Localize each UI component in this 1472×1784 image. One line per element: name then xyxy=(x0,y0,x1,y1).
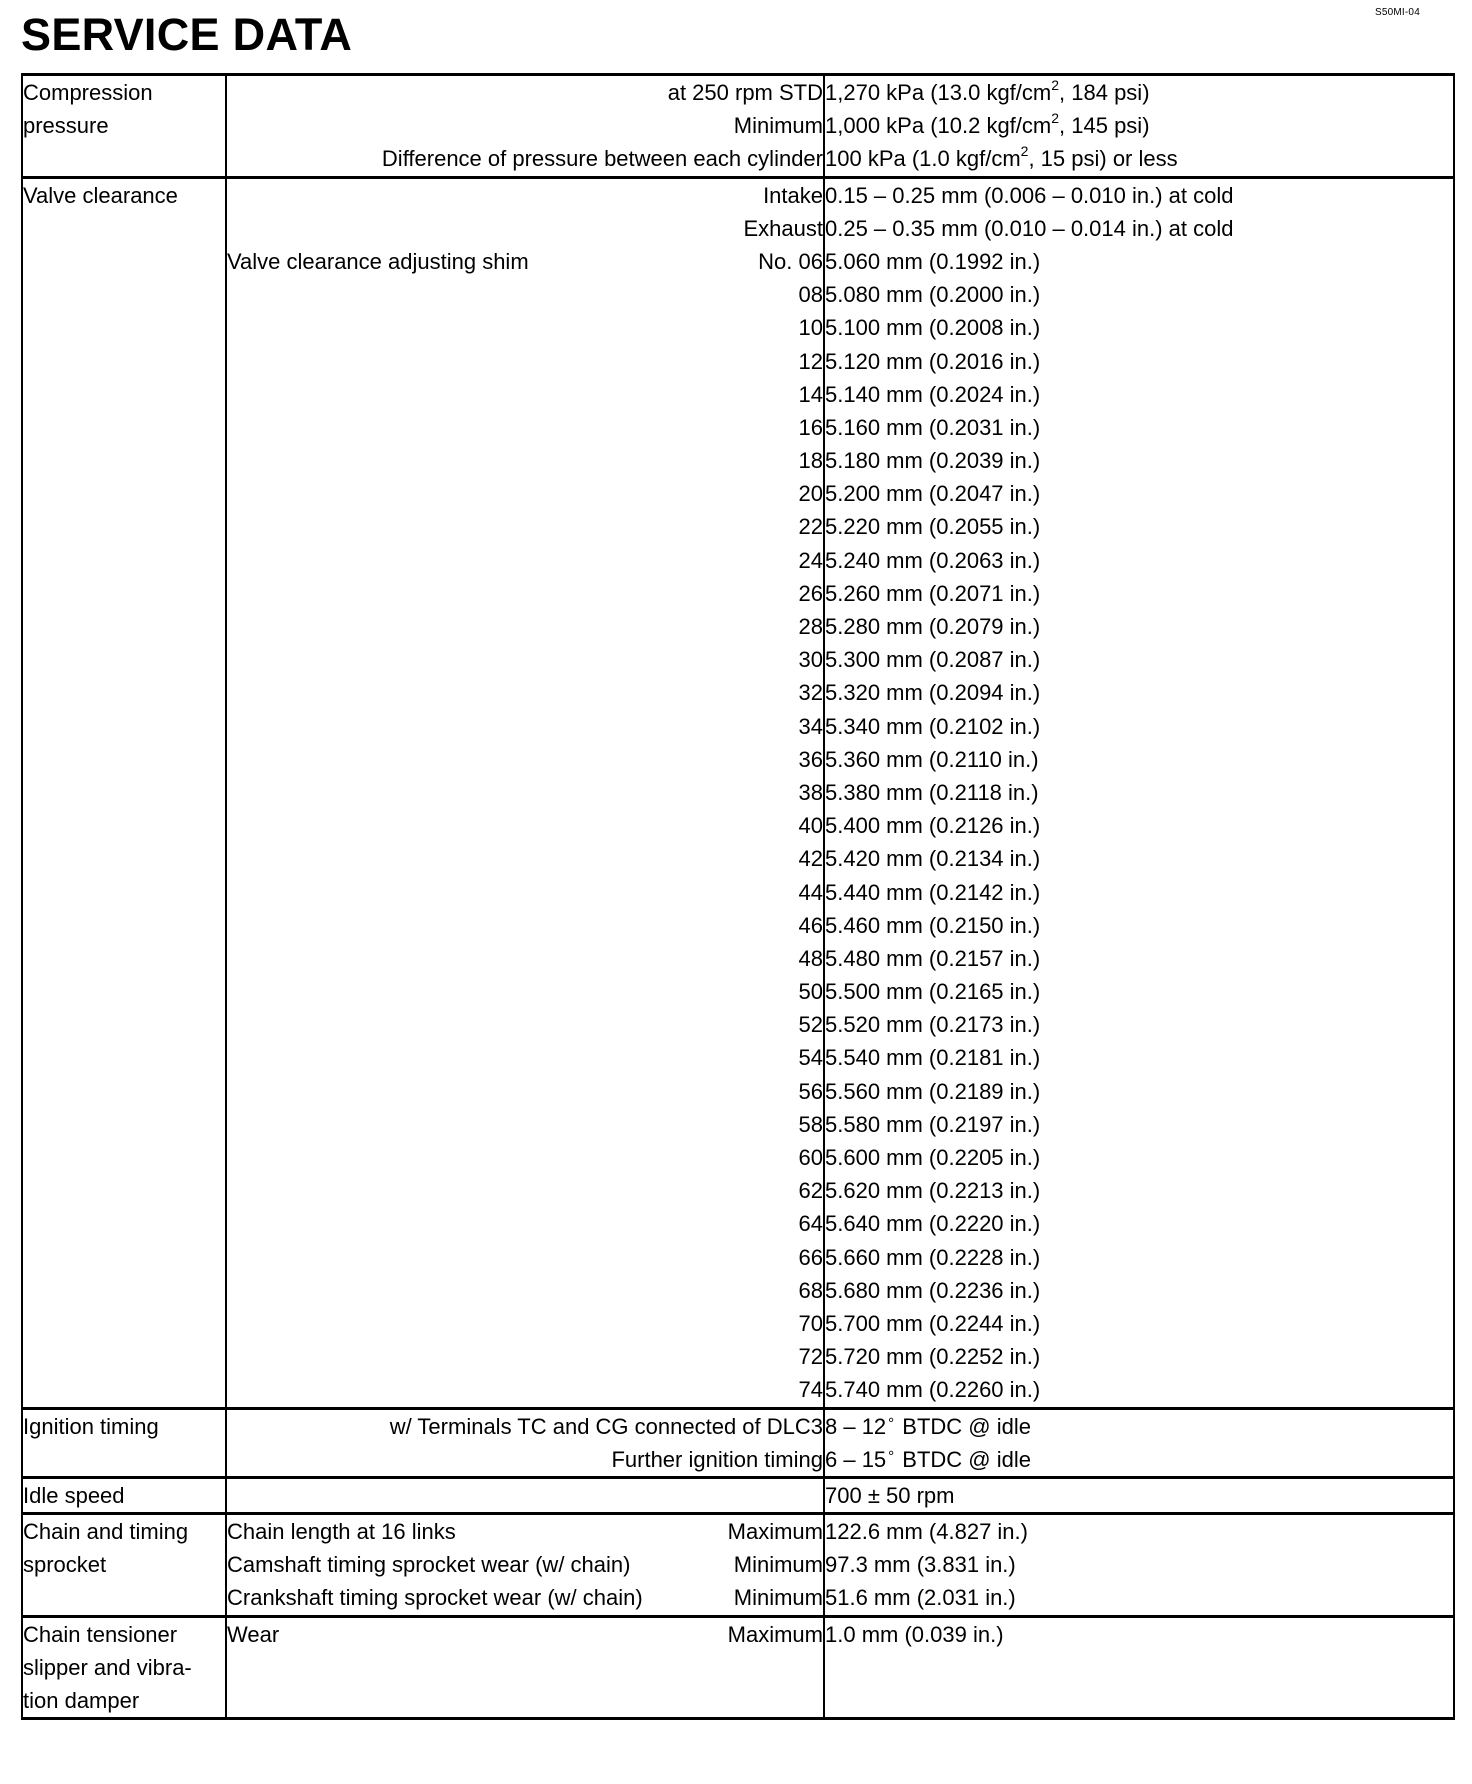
shim-row-label xyxy=(227,1373,823,1406)
shim-number: 22 xyxy=(798,514,823,540)
valve-clearance-row xyxy=(22,177,1454,1408)
shim-thickness-value: 5.220 mm (0.2055 in.) xyxy=(825,514,1041,540)
spec-value: 700 ± 50 rpm xyxy=(825,1482,955,1508)
shim-number: 32 xyxy=(798,680,823,706)
item-cell xyxy=(22,1477,226,1513)
shim-number: 68 xyxy=(798,1277,823,1303)
shim-row-label xyxy=(227,278,823,311)
shim-thickness-value: 5.100 mm (0.2008 in.) xyxy=(825,315,1041,341)
shim-thickness-value: 5.680 mm (0.2236 in.) xyxy=(825,1277,1041,1303)
shim-number: 58 xyxy=(798,1111,823,1137)
service-data-table xyxy=(21,73,1455,1720)
shim-thickness-value: 5.560 mm (0.2189 in.) xyxy=(825,1078,1041,1104)
condition-cell xyxy=(226,75,824,178)
shim-number: 36 xyxy=(798,746,823,772)
limit-label: Maximum xyxy=(727,1621,823,1647)
shim-thickness-value: 5.540 mm (0.2181 in.) xyxy=(825,1045,1041,1071)
shim-number: 64 xyxy=(798,1211,823,1237)
shim-row-label xyxy=(227,544,823,577)
condition-label: Wear xyxy=(227,1621,280,1647)
shim-row-label xyxy=(227,1340,823,1373)
shim-thickness-value: 5.380 mm (0.2118 in.) xyxy=(825,779,1039,805)
shim-number: 56 xyxy=(798,1078,823,1104)
shim-number: 66 xyxy=(798,1244,823,1270)
condition-cell xyxy=(226,1477,824,1513)
chain-sprocket-row xyxy=(22,1514,1454,1617)
limit-label: Minimum xyxy=(733,1585,823,1611)
shim-row-label xyxy=(227,676,823,709)
spec-value: 1,000 kPa (10.2 kgf/$cm^2$, 145 psi) xyxy=(825,109,1150,139)
shim-number: No. 06 xyxy=(758,248,823,274)
shim-row-label xyxy=(227,610,823,643)
shim-row-label xyxy=(227,444,823,477)
shim-number: 26 xyxy=(798,580,823,606)
shim-thickness-value: 5.660 mm (0.2228 in.) xyxy=(825,1244,1041,1270)
shim-number: 10 xyxy=(798,315,823,341)
shim-row-label xyxy=(227,577,823,610)
condition-label: Further ignition timing xyxy=(611,1446,823,1472)
shim-row-label xyxy=(227,876,823,909)
condition-cell xyxy=(226,1616,824,1719)
shim-number: 62 xyxy=(798,1178,823,1204)
condition-cell xyxy=(226,177,824,1408)
shim-thickness-value: 5.200 mm (0.2047 in.) xyxy=(825,481,1041,507)
shim-row-label xyxy=(227,510,823,543)
spec-value: 6 – 15 ° BTDC @ idle xyxy=(825,1446,1031,1472)
shim-row-label xyxy=(227,1108,823,1141)
shim-thickness-value: 5.440 mm (0.2142 in.) xyxy=(825,879,1041,905)
shim-row-label xyxy=(227,710,823,743)
shim-number: 20 xyxy=(798,481,823,507)
shim-number: 12 xyxy=(798,348,823,374)
shim-row-label xyxy=(227,1141,823,1174)
shim-row-label xyxy=(227,975,823,1008)
page-title: SERVICE DATA xyxy=(21,9,353,60)
limit-label: Minimum xyxy=(733,1552,823,1578)
item-label: Ignition timing xyxy=(23,1413,159,1439)
shim-number: 30 xyxy=(798,647,823,673)
shim-number: 14 xyxy=(798,381,823,407)
idle-speed-row xyxy=(22,1477,1454,1513)
shim-thickness-value: 5.640 mm (0.2220 in.) xyxy=(825,1211,1041,1237)
condition-cell xyxy=(226,1408,824,1477)
shim-number: 16 xyxy=(798,414,823,440)
shim-thickness-value: 5.260 mm (0.2071 in.) xyxy=(825,580,1041,606)
shim-number: 74 xyxy=(798,1377,823,1403)
shim-row-label xyxy=(227,1174,823,1207)
value-cell xyxy=(824,1408,1454,1477)
shim-number: 46 xyxy=(798,912,823,938)
shim-thickness-value: 5.580 mm (0.2197 in.) xyxy=(825,1111,1041,1137)
chain-tensioner-row xyxy=(22,1616,1454,1719)
shim-number: 18 xyxy=(798,448,823,474)
shim-thickness-value: 5.340 mm (0.2102 in.) xyxy=(825,713,1041,739)
shim-thickness-value: 5.500 mm (0.2165 in.) xyxy=(825,979,1041,1005)
condition-label: Chain length at 16 links xyxy=(227,1519,456,1545)
shim-thickness-value: 5.300 mm (0.2087 in.) xyxy=(825,647,1041,673)
value-cell xyxy=(824,1514,1454,1617)
shim-row-label xyxy=(227,909,823,942)
shim-row-label xyxy=(227,477,823,510)
spec-value: 51.6 mm (2.031 in.) xyxy=(825,1585,1016,1611)
shim-row-label xyxy=(227,311,823,344)
item-label: sprocket xyxy=(23,1552,107,1578)
shim-thickness-value: 5.160 mm (0.2031 in.) xyxy=(825,414,1041,440)
shim-number: 60 xyxy=(798,1145,823,1170)
shim-number: 34 xyxy=(798,713,823,739)
shim-thickness-value: 5.140 mm (0.2024 in.) xyxy=(825,381,1041,407)
condition-label: Minimum xyxy=(733,113,823,139)
shim-thickness-value: 5.280 mm (0.2079 in.) xyxy=(825,614,1041,639)
spec-value: 100 kPa (1.0 kgf/$cm^2$, 15 psi) or less xyxy=(825,143,1178,172)
shim-number: 40 xyxy=(798,813,823,839)
shim-row-label xyxy=(227,643,823,676)
shim-number: 70 xyxy=(798,1310,823,1336)
shim-thickness-value: 5.620 mm (0.2213 in.) xyxy=(825,1178,1041,1204)
shim-thickness-value: 5.480 mm (0.2157 in.) xyxy=(825,945,1041,971)
shim-thickness-value: 5.360 mm (0.2110 in.) xyxy=(825,746,1039,772)
condition-label: w/ Terminals TC and CG connected of DLC3 xyxy=(389,1413,823,1439)
shim-thickness-value: 5.400 mm (0.2126 in.) xyxy=(825,813,1041,839)
condition-label: Crankshaft timing sprocket wear (w/ chain) xyxy=(227,1585,643,1611)
shim-number: 24 xyxy=(798,547,823,573)
shim-number: 38 xyxy=(798,779,823,805)
shim-thickness-value: 5.320 mm (0.2094 in.) xyxy=(825,680,1041,706)
value-cell xyxy=(824,177,1454,1408)
item-label: Compression xyxy=(23,80,153,105)
shim-number: 52 xyxy=(798,1012,823,1038)
shim-row-label xyxy=(227,942,823,975)
item-label: Chain and timing xyxy=(23,1519,189,1545)
item-cell xyxy=(22,75,226,178)
shim-row-label xyxy=(227,809,823,842)
item-label: Chain tensioner xyxy=(23,1621,178,1647)
item-label: Valve clearance xyxy=(23,182,178,208)
shim-row-label xyxy=(227,842,823,875)
shim-number: 08 xyxy=(798,282,823,308)
shim-row-label xyxy=(227,1041,823,1074)
shim-row-label xyxy=(227,1307,823,1340)
shim-number: 48 xyxy=(798,945,823,971)
value-cell xyxy=(824,1477,1454,1513)
shim-number: 42 xyxy=(798,846,823,872)
shim-row-label xyxy=(227,1274,823,1307)
shim-row-label xyxy=(227,1008,823,1041)
shim-row-label xyxy=(227,345,823,378)
shim-thickness-value: 5.080 mm (0.2000 in.) xyxy=(825,282,1041,308)
item-cell xyxy=(22,1514,226,1617)
item-label: pressure xyxy=(23,113,109,139)
ignition-timing-row xyxy=(22,1408,1454,1477)
shim-row-label xyxy=(227,411,823,444)
item-cell xyxy=(22,177,226,1408)
shim-thickness-value: 5.120 mm (0.2016 in.) xyxy=(825,348,1041,374)
value-cell xyxy=(824,75,1454,178)
shim-thickness-value: 5.240 mm (0.2063 in.) xyxy=(825,547,1041,573)
condition-label: Camshaft timing sprocket wear (w/ chain) xyxy=(227,1552,631,1578)
shim-thickness-value: 5.740 mm (0.2260 in.) xyxy=(825,1377,1041,1403)
shim-thickness-value: 5.600 mm (0.2205 in.) xyxy=(825,1145,1041,1170)
shim-thickness-value: 5.700 mm (0.2244 in.) xyxy=(825,1310,1041,1336)
value-cell xyxy=(824,1616,1454,1719)
shim-thickness-value: 5.180 mm (0.2039 in.) xyxy=(825,448,1041,474)
item-label: slipper and vibra- xyxy=(23,1654,192,1680)
shim-row-label xyxy=(227,776,823,809)
shim-number: 54 xyxy=(798,1045,823,1071)
condition-label: Exhaust xyxy=(743,215,823,241)
shim-number: 28 xyxy=(798,614,823,639)
document-code: S50MI-04 xyxy=(1375,7,1420,18)
item-cell xyxy=(22,1408,226,1477)
shim-row-label xyxy=(227,378,823,411)
condition-label: Difference of pressure between each cylinder xyxy=(381,146,823,172)
condition-label: Intake xyxy=(763,182,823,208)
condition-label: at 250 rpm STD xyxy=(667,80,823,105)
shim-row-label xyxy=(227,1241,823,1274)
compression-pressure-row xyxy=(22,75,1454,178)
condition-cell xyxy=(226,1514,824,1617)
spec-value: 122.6 mm (4.827 in.) xyxy=(825,1519,1028,1545)
spec-value: 1.0 mm (0.039 in.) xyxy=(825,1621,1004,1647)
shim-row-label xyxy=(227,743,823,776)
shim-row-label xyxy=(227,1075,823,1108)
shim-thickness-value: 5.060 mm (0.1992 in.) xyxy=(825,248,1041,274)
spec-value: 0.25 – 0.35 mm (0.010 – 0.014 in.) at cold xyxy=(825,215,1234,241)
shim-number: 72 xyxy=(798,1344,823,1370)
spec-value: 8 – 12 ° BTDC @ idle xyxy=(825,1413,1031,1439)
shim-number: 50 xyxy=(798,979,823,1005)
shim-thickness-value: 5.420 mm (0.2134 in.) xyxy=(825,846,1041,872)
item-cell xyxy=(22,1616,226,1719)
shim-number: 44 xyxy=(798,879,823,905)
shim-thickness-value: 5.520 mm (0.2173 in.) xyxy=(825,1012,1041,1038)
shim-label: Valve clearance adjusting shim xyxy=(227,248,529,274)
spec-value: 0.15 – 0.25 mm (0.006 – 0.010 in.) at cold xyxy=(825,182,1234,208)
spec-value: 97.3 mm (3.831 in.) xyxy=(825,1552,1016,1578)
item-label: tion damper xyxy=(23,1688,140,1713)
item-label: Idle speed xyxy=(23,1482,125,1508)
shim-row-label xyxy=(227,245,823,278)
shim-row-label xyxy=(227,1207,823,1240)
shim-thickness-value: 5.460 mm (0.2150 in.) xyxy=(825,912,1041,938)
shim-thickness-value: 5.720 mm (0.2252 in.) xyxy=(825,1344,1041,1370)
limit-label: Maximum xyxy=(727,1519,823,1545)
spec-value: 1,270 kPa (13.0 kgf/$cm^2$, 184 psi) xyxy=(825,76,1150,105)
